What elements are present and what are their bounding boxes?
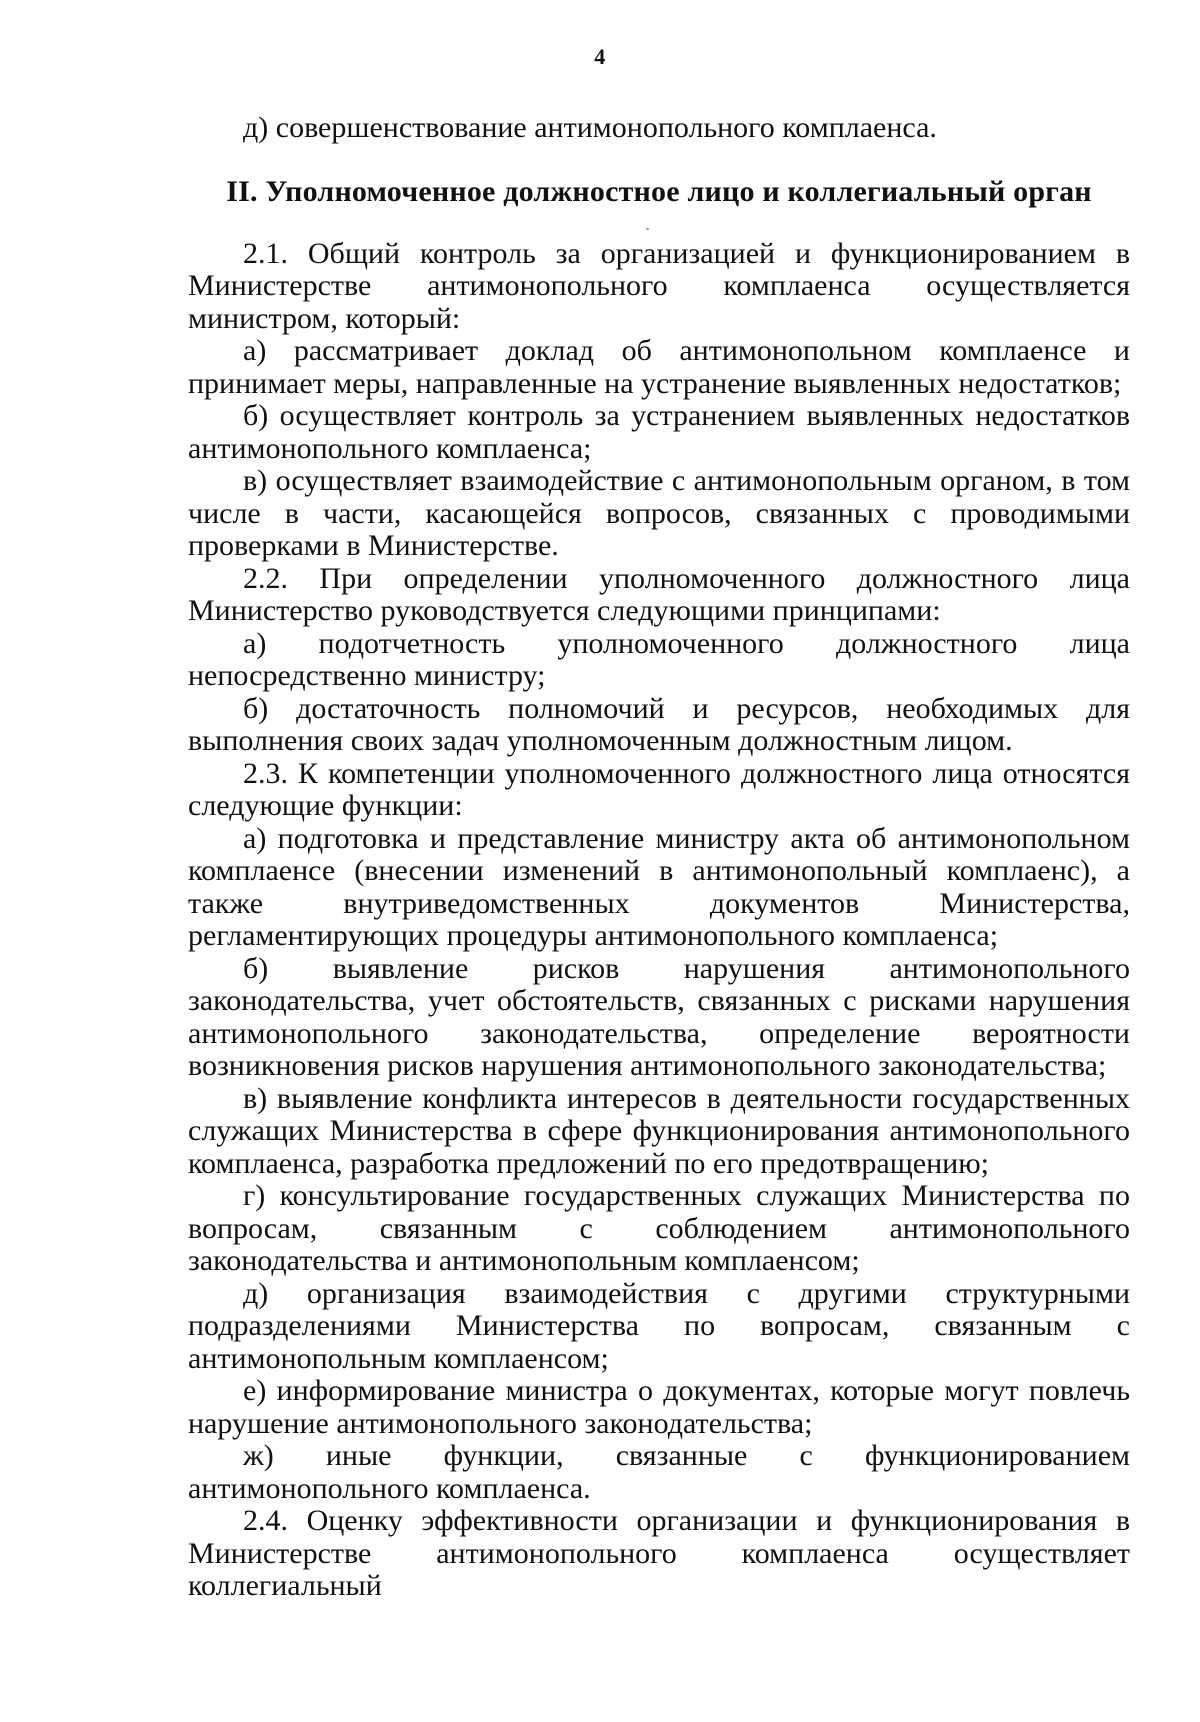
paragraph-2-3-a: а) подготовка и представление министру акта об антимонопольном комплаенсе (внесении изменений в антимонопольный комплаенс), а также внутриведомственных документов Министерства, регламентирующих процедуры антимонопольного комплаенса; [188,821,1130,952]
paragraph-2-2-b: б) достаточность полномочий и ресурсов, необходимых для выполнения своих задач уполномоченным должностным лицом. [188,691,1130,757]
paragraph-2-3-g: г) консультирование государственных служащих Министерства по вопросам, связанным с соблюдением антимонопольного законодательства и антимонопольным комплаенсом; [188,1179,1130,1277]
paragraph-2-1-v: в) осуществляет взаимодействие с антимонопольным органом, в том числе в части, касающейся вопросов, связанных с проводимыми проверками в Министерстве. [188,464,1130,562]
page-number: 4 [594,44,606,69]
paragraph-2-1: 2.1. Общий контроль за организацией и функционированием в Министерстве антимонопольного комплаенса осуществляется министром, который: [188,236,1130,335]
paragraph-2-2-a: а) подотчетность уполномоченного должностного лица непосредственно министру; [188,626,1130,692]
section-heading: II. Уполномоченное должностное лицо и коллегиальный орган [226,174,1092,208]
paragraph-2-3-v: в) выявление конфликта интересов в деятельности государственных служащих Министерства в сфере функционирования антимонопольного комплаенса, разработка предложений по его предотвращению; [188,1081,1130,1180]
paragraph-2-3-e: е) информирование министра о документах, которые могут повлечь нарушение антимонопольного законодательства; [188,1374,1130,1440]
paragraph-2-1-b: б) осуществляет контроль за устранением выявленных недостатков антимонопольного комплаенса; [188,399,1130,465]
paragraph-2-1-a: а) рассматривает доклад об антимонопольном комплаенсе и принимает меры, направленные на устранение выявленных недостатков; [188,334,1130,400]
paragraph-d-improvement: д) совершенствование антимонопольного комплаенса. [243,111,937,144]
paragraph-2-3-d: д) организация взаимодействия с другими структурными подразделениями Министерства по вопросам, связанным с антимонопольным комплаенсом; [188,1276,1130,1375]
paragraph-2-3-b: б) выявление рисков нарушения антимонопольного законодательства, учет обстоятельств, связанных с рисками нарушения антимонопольного законодательства, определение вероятности возникновения рисков нарушения антимонопольного законодательства; [188,951,1130,1082]
document-body [188,112,1130,1603]
paragraph-2-4: 2.4. Оценку эффективности организации и функционирования в Министерстве антимонопольного комплаенса осуществляет коллегиальный [188,1504,1130,1602]
paragraph-2-3-zh: ж) иные функции, связанные с функционированием антимонопольного комплаенса. [188,1439,1130,1505]
paragraph-2-3: 2.3. К компетенции уполномоченного должностного лица относятся следующие функции: [188,756,1130,822]
paragraph-2-2: 2.2. При определении уполномоченного должностного лица Министерство руководствуется следующими принципами: [188,561,1130,627]
